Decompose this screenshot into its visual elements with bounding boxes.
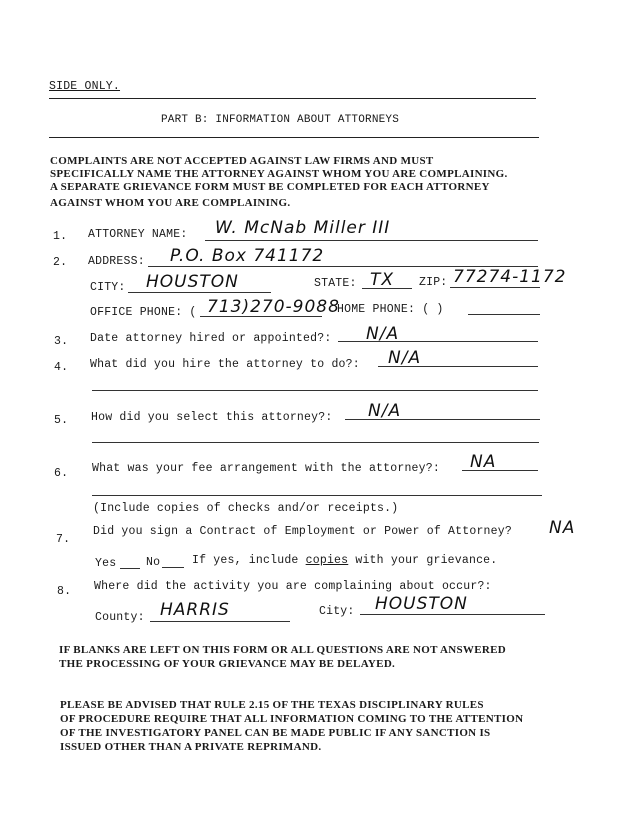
q6-line [462,470,538,471]
warning1-line: THE PROCESSING OF YOUR GRIEVANCE MAY BE DELAYED. [59,658,396,670]
q6-answer[interactable]: NA [470,452,497,472]
q7-followup [192,554,497,567]
q6-label: What was your fee arrangement with the attorney?: [92,462,440,475]
q8-label: Where did the activity you are complaining about occur?: [94,580,492,593]
intro-line: SPECIFICALLY NAME THE ATTORNEY AGAINST WHOM YOU ARE COMPLAINING. [50,168,508,180]
office-phone-label: OFFICE PHONE: ( [90,306,197,319]
intro-line: AGAINST WHOM YOU ARE COMPLAINING. [50,197,291,209]
q7-followup-post: with your grievance. [355,554,498,567]
city-value-q8[interactable]: HOUSTON [375,594,468,614]
q1-number: 1. [53,230,68,243]
q6-number: 6. [54,467,69,480]
yes-blank[interactable] [120,568,140,569]
no-blank[interactable] [162,567,184,568]
q8-number: 8. [57,585,72,598]
warning2-line: ISSUED OTHER THAN A PRIVATE REPRIMAND. [60,741,322,753]
home-phone-label: HOME PHONE: ( ) [337,303,444,316]
state-label: STATE: [314,277,357,290]
part-title: PART B: INFORMATION ABOUT ATTORNEYS [161,114,400,126]
q7-followup-word: copies [305,554,349,567]
intro-line: A SEPARATE GRIEVANCE FORM MUST BE COMPLETED FOR EACH ATTORNEY [50,181,490,193]
city-line-q8 [360,614,545,615]
q3-answer[interactable]: N/A [366,324,400,344]
state-value[interactable]: TX [370,270,395,290]
city-label: CITY: [90,281,126,294]
office-phone-value[interactable]: 713)270-9088 [207,297,340,317]
attorney-name-label: ATTORNEY NAME: [88,228,188,241]
q7-answer[interactable]: NA [549,518,576,538]
state-line [362,288,412,289]
no-label: No [146,556,161,569]
home-phone-line [468,314,540,315]
side-only-label: SIDE ONLY. [49,80,121,93]
yes-label: Yes [95,557,117,570]
city-line [128,292,271,293]
q5-label: How did you select this attorney?: [91,411,333,424]
q4-number: 4. [54,361,69,374]
address-value[interactable]: P.O. Box 741172 [170,246,325,266]
q4-label: What did you hire the attorney to do?: [90,358,360,371]
intro-line: COMPLAINTS ARE NOT ACCEPTED AGAINST LAW FIRMS AND MUST [50,155,434,167]
q4-answer[interactable]: N/A [388,348,422,368]
county-line [150,621,290,622]
q5-line-2 [92,442,539,443]
q3-label: Date attorney hired or appointed?: [90,332,332,345]
q6-note: (Include copies of checks and/or receipts.) [93,502,399,515]
warning2-line: PLEASE BE ADVISED THAT RULE 2.15 OF THE TEXAS DISCIPLINARY RULES [60,699,484,711]
q5-answer[interactable]: N/A [368,401,402,421]
q6-line-2 [92,495,542,496]
q4-line [378,366,538,367]
zip-label: ZIP: [419,276,448,289]
warning2-line: OF PROCEDURE REQUIRE THAT ALL INFORMATION COMING TO THE ATTENTION [60,713,524,725]
county-value[interactable]: HARRIS [160,600,230,620]
zip-value[interactable]: 77274-1172 [453,267,567,287]
q7-followup-pre: If yes, include [192,554,299,567]
divider [49,137,539,138]
q7-number: 7. [56,533,71,546]
divider [49,98,536,99]
q5-number: 5. [54,414,69,427]
q4-line-2 [92,390,538,391]
warning2-line: OF THE INVESTIGATORY PANEL CAN BE MADE PUBLIC IF ANY SANCTION IS [60,727,491,739]
zip-line [450,287,540,288]
city-label-q8: City: [319,605,355,618]
office-phone-line [200,316,322,317]
attorney-name-value[interactable]: W. McNab Miller III [215,218,391,238]
q5-line [345,419,540,420]
warning1-line: IF BLANKS ARE LEFT ON THIS FORM OR ALL QUESTIONS ARE NOT ANSWERED [59,644,506,656]
q3-number: 3. [54,335,69,348]
city-value[interactable]: HOUSTON [146,272,239,292]
attorney-name-line [205,240,538,241]
q3-line [338,341,538,342]
county-label: County: [95,611,145,624]
address-label: ADDRESS: [88,255,145,268]
q7-label: Did you sign a Contract of Employment or Power of Attorney? [93,525,512,538]
q2-number: 2. [53,256,68,269]
